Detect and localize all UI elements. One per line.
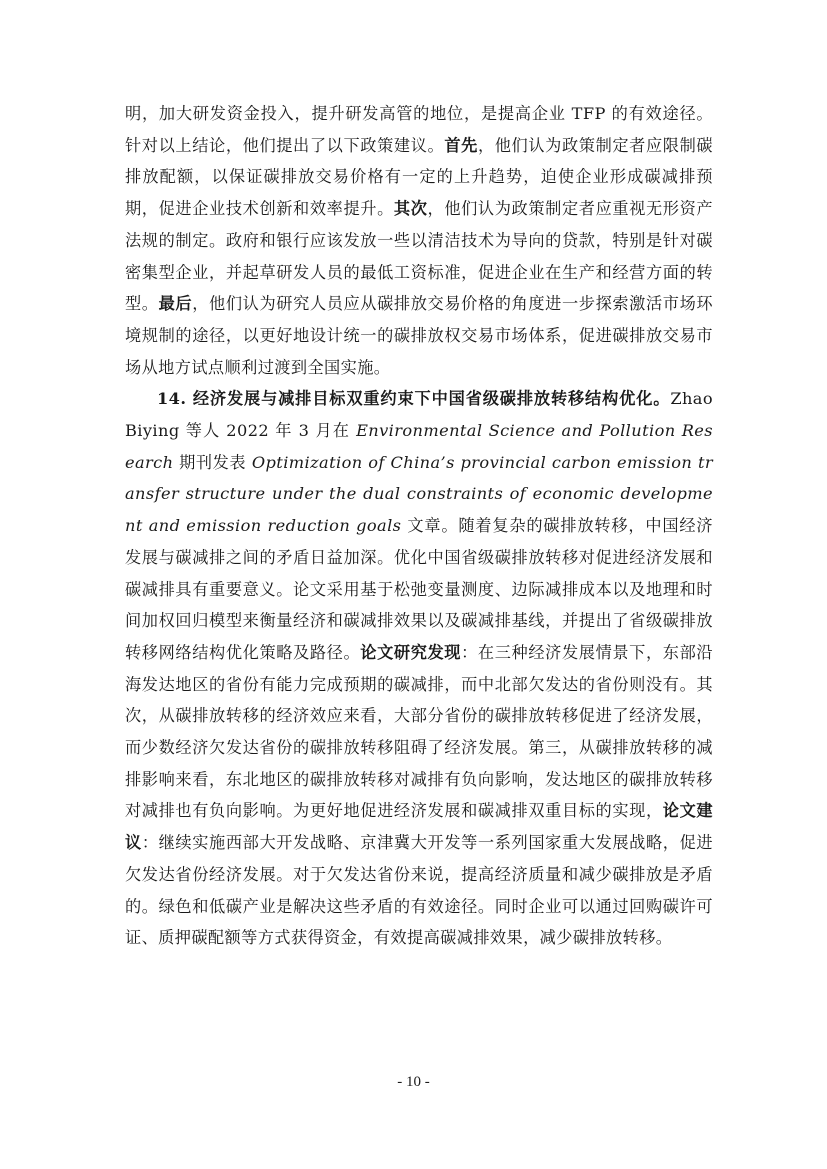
- journal-name: Environmental Science and Pollution Research: [125, 421, 713, 472]
- paragraph-text: 期刊发表: [173, 452, 252, 472]
- paragraph-text: 明，加大研发资金投入，提升研发高管的地位，是提高企业 TFP 的有效途径。针对以上结论，他们提出了以下政策建议。: [125, 104, 713, 155]
- paragraph-policy-suggestions: [125, 98, 713, 383]
- item-heading: 14. 经济发展与减排目标双重约束下中国省级碳排放转移结构优化。: [157, 389, 671, 409]
- findings-label: 论文研究发现: [360, 642, 462, 662]
- bold-term-last: 最后: [158, 294, 193, 314]
- paragraph-text: ：继续实施西部大开发战略、京津冀大开发等一系列国家重大发展战略，促进欠发达省份经济发展。对于欠发达省份来说，提高经济质量和减少碳排放是矛盾的。绿色和低碳产业是解决这些矛盾的有效途径。同时企业可以通过回购碳许可证、质押碳配额等方式获得资金，有效提高碳减排效果，减少碳排放转移。: [125, 833, 713, 948]
- paragraph-text: ，他们认为政策制定者应限制碳排放配额，以保证碳排放交易价格有一定的上升趋势，迫使企业形成碳减排预期，促进企业技术创新和效率提升。: [125, 135, 713, 219]
- paragraph-text: ，他们认为政策制定者应重视无形资产法规的制定。政府和银行应该发放一些以清洁技术为导向的贷款，特别是针对碳密集型企业，并起草研发人员的最低工资标准，促进企业在生产和经营方面的转型。: [125, 199, 713, 314]
- paragraph-text: ：在三种经济发展情景下，东部沿海发达地区的省份有能力完成预期的碳减排，而中北部欠发达的省份则没有。其次，从碳排放转移的经济效应来看，大部分省份的碳排放转移促进了经济发展，而少数经济欠发达省份的碳排放转移阻碍了经济发展。第三，从碳排放转移的减排影响来看，东北地区的碳排放转移对减排有负向影响，发达地区的碳排放转移对减排也有负向影响。为更好地促进经济发展和碳减排双重目标的实现，: [125, 642, 713, 821]
- document-body: [125, 98, 713, 954]
- suggestions-label: 论文建议: [125, 801, 713, 853]
- paragraph-text: Zhao Biying 等人 2022 年 3 月在: [125, 389, 713, 441]
- bold-term-second: 其次: [393, 199, 428, 219]
- paragraph-item-14: [125, 383, 713, 954]
- page-number: - 10 -: [397, 1074, 430, 1090]
- paragraph-text: ，他们认为研究人员应从碳排放交易价格的角度进一步探索激活市场环境规制的途径，以更好地设计统一的碳排放权交易市场体系，促进碳排放交易市场从地方试点顺利过渡到全国实施。: [125, 294, 713, 377]
- article-title: Optimization of China’s provincial carbon emission transfer structure under the dual constraints of economic development and emission reduction goals: [125, 452, 713, 536]
- bold-term-first: 首先: [444, 135, 478, 155]
- paragraph-text: 文章。随着复杂的碳排放转移，中国经济发展与碳减排之间的矛盾日益加深。优化中国省级碳排放转移对促进经济发展和碳减排具有重要意义。论文采用基于松弛变量测度、边际减排成本以及地理和时间加权回归模型来衡量经济和碳减排效果以及碳减排基线，并提出了省级碳排放转移网络结构优化策略及路径。: [125, 516, 713, 662]
